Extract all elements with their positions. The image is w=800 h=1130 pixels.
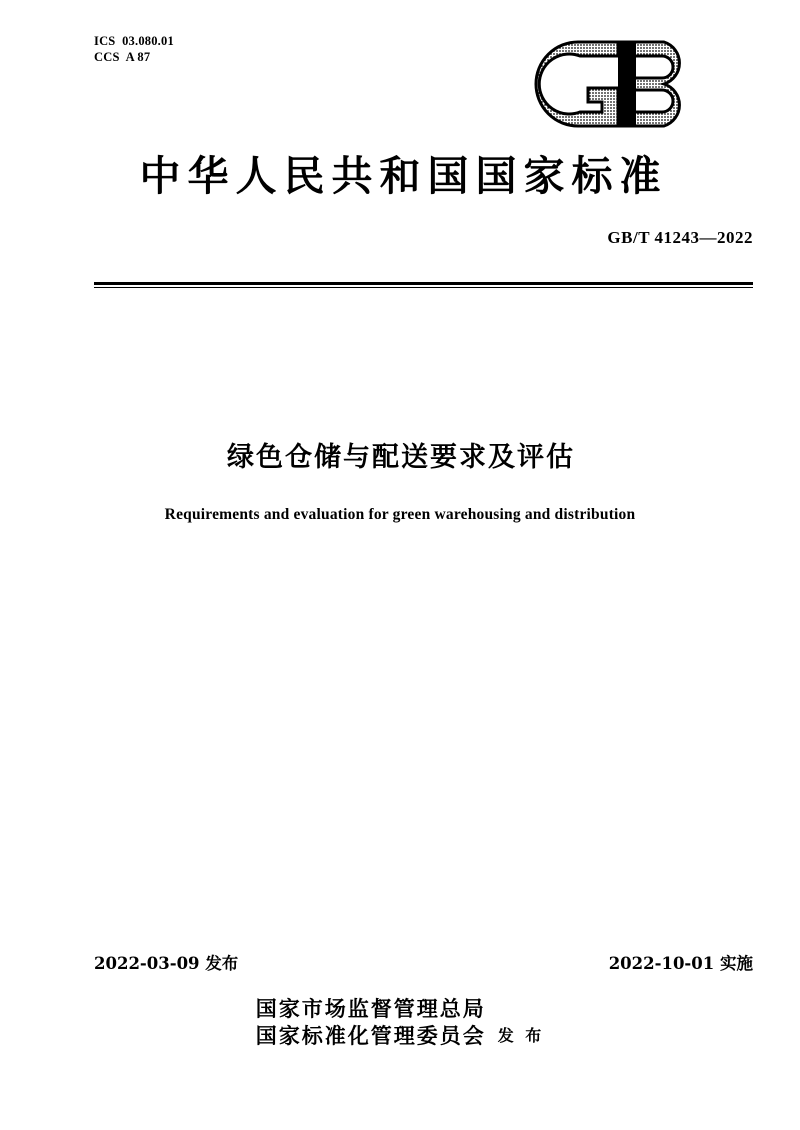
implementation-date: 2022-10-01 实施 [608, 954, 753, 973]
document-title-english: Requirements and evaluation for green warehousing and distribution [164, 506, 636, 523]
ics-code: ICS 03.080.01 [94, 34, 174, 48]
date-row [94, 950, 753, 974]
divider-thin [94, 287, 753, 288]
publisher-line-2: 国家标准化管理委员会 [255, 1023, 486, 1048]
publisher-line-1: 国家市场监督管理总局 [255, 996, 486, 1021]
issue-date: 2022-03-09 发布 [94, 954, 239, 973]
divider-thick [94, 282, 753, 285]
document-title-chinese: 绿色仓储与配送要求及评估 [227, 442, 575, 473]
publisher-block [0, 995, 800, 1049]
gb-emblem-logo [532, 38, 708, 130]
standard-number: GB/T 41243—2022 [607, 228, 753, 247]
classification-codes [94, 33, 174, 65]
national-standard-title: 中华人民共和国国家标准 [139, 152, 668, 200]
ccs-code: CCS A 87 [94, 50, 151, 64]
publisher-names [256, 995, 486, 1049]
publisher-verb: 发 布 [497, 1026, 545, 1045]
